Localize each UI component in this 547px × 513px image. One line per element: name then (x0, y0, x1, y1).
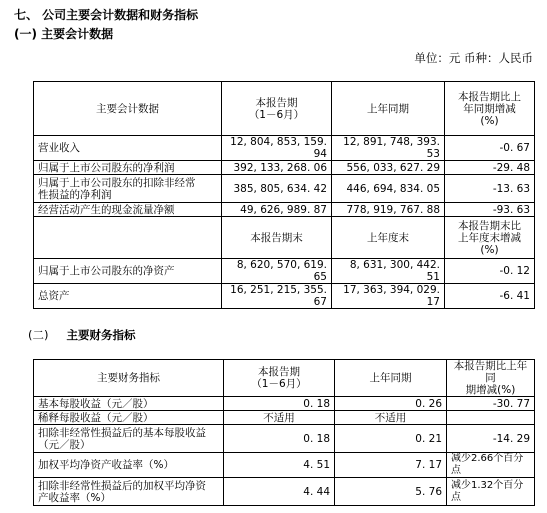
header-cell: 本报告期 （1－6月） (222, 82, 332, 136)
header-cell: 本报告期 （1－6月） (224, 360, 335, 397)
row-label: 归属于上市公司股东的净资产 (34, 259, 222, 284)
row-value: 不适用 (335, 411, 447, 425)
table-row (34, 259, 535, 284)
row-value: -0. 12 (445, 259, 535, 284)
table-row (34, 203, 535, 217)
subsection-heading-2: (二) 主要财务指标 (28, 328, 136, 342)
table-row (34, 411, 535, 425)
header-cell-empty (34, 217, 222, 259)
table-row (34, 425, 535, 453)
accounting-data-table (33, 81, 535, 309)
header-cell: 主要财务指标 (34, 360, 224, 397)
row-value: 减少2.66个百分点 (447, 453, 535, 478)
table-row (34, 453, 535, 478)
row-value: 392, 133, 268. 06 (222, 161, 332, 175)
row-value: 17, 363, 394, 029. 17 (332, 284, 445, 309)
table-row (34, 175, 535, 203)
row-label: 经营活动产生的现金流量净额 (34, 203, 222, 217)
header-cell: 本报告期末比 上年度末增减 (%) (445, 217, 535, 259)
header-cell: 上年同期 (335, 360, 447, 397)
row-value: 16, 251, 215, 355. 67 (222, 284, 332, 309)
row-value: 556, 033, 627. 29 (332, 161, 445, 175)
row-value: 4. 51 (224, 453, 335, 478)
row-label: 营业收入 (34, 136, 222, 161)
row-label: 归属于上市公司股东的净利润 (34, 161, 222, 175)
table-row (34, 478, 535, 506)
row-value (447, 411, 535, 425)
row-label: 基本每股收益（元／股） (34, 397, 224, 411)
table-header-row (34, 82, 535, 136)
header-cell: 本报告期末 (222, 217, 332, 259)
header-cell: 本报告期比上年同 期增减(%) (447, 360, 535, 397)
section-heading: 七、 公司主要会计数据和财务指标 (14, 8, 199, 22)
row-value: 0. 21 (335, 425, 447, 453)
row-value: 49, 626, 989. 87 (222, 203, 332, 217)
row-value: 12, 891, 748, 393. 53 (332, 136, 445, 161)
row-value: 减少1.32个百分点 (447, 478, 535, 506)
row-label: 归属于上市公司股东的扣除非经常 性损益的净利润 (34, 175, 222, 203)
row-label: 扣除非经常性损益后的加权平均净资 产收益率（%） (34, 478, 224, 506)
row-value: 4. 44 (224, 478, 335, 506)
row-value: 446, 694, 834. 05 (332, 175, 445, 203)
row-value: 不适用 (224, 411, 335, 425)
table-row (34, 397, 535, 411)
row-value: 5. 76 (335, 478, 447, 506)
row-value: -93. 63 (445, 203, 535, 217)
row-label: 总资产 (34, 284, 222, 309)
row-value: -14. 29 (447, 425, 535, 453)
header-cell: 上年同期 (332, 82, 445, 136)
subsection-heading: (一) 主要会计数据 (14, 27, 114, 41)
row-value: 385, 805, 634. 42 (222, 175, 332, 203)
row-label: 稀释每股收益（元／股） (34, 411, 224, 425)
row-value: -13. 63 (445, 175, 535, 203)
row-value: -30. 77 (447, 397, 535, 411)
row-value: 778, 919, 767. 88 (332, 203, 445, 217)
row-label: 扣除非经常性损益后的基本每股收益 （元／股） (34, 425, 224, 453)
row-value: -29. 48 (445, 161, 535, 175)
table-row (34, 161, 535, 175)
table-header-row (34, 360, 535, 397)
row-value: -0. 67 (445, 136, 535, 161)
table-row (34, 284, 535, 309)
table-row (34, 136, 535, 161)
unit-currency-note: 单位：元 币种：人民币 (414, 51, 533, 65)
row-value: -6. 41 (445, 284, 535, 309)
row-value: 0. 18 (224, 397, 335, 411)
header-cell: 主要会计数据 (34, 82, 222, 136)
row-value: 8, 631, 300, 442. 51 (332, 259, 445, 284)
header-cell: 本报告期比上 年同期增减 (%) (445, 82, 535, 136)
financial-indicators-table (33, 359, 535, 506)
row-value: 7. 17 (335, 453, 447, 478)
row-value: 0. 26 (335, 397, 447, 411)
row-value: 0. 18 (224, 425, 335, 453)
header-cell: 上年度末 (332, 217, 445, 259)
row-value: 12, 804, 853, 159. 94 (222, 136, 332, 161)
row-label: 加权平均净资产收益率（%） (34, 453, 224, 478)
table-subheader-row (34, 217, 535, 259)
row-value: 8, 620, 570, 619. 65 (222, 259, 332, 284)
